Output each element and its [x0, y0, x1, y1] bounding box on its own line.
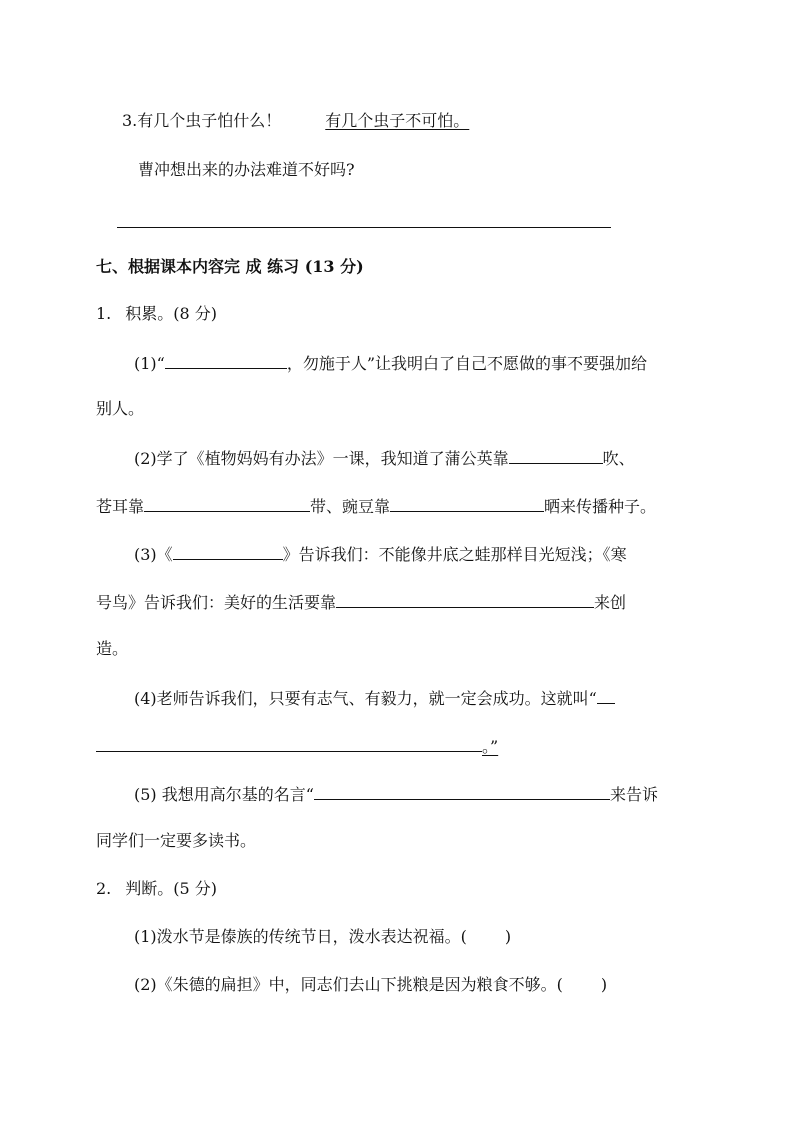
item-3-line-1: (3)《 》告诉我们：不能像井底之蛙那样目光短浅；《寒 [134, 542, 627, 566]
item-2-line-1: (2)学了《植物妈妈有办法》一课，我知道了蒲公英靠 吹、 [134, 446, 635, 470]
item-2-line-2: 苍耳靠 带、豌豆靠 晒来传播种子。 [96, 494, 656, 518]
fill-blank-4b[interactable] [96, 734, 482, 752]
part-number: 1. [96, 304, 112, 323]
part-title: 积累。(8 分) [125, 304, 218, 323]
part-2-heading [96, 878, 217, 900]
question-3b-sentence: 曹冲想出来的办法难道不好吗? [138, 160, 355, 179]
fill-blank-1[interactable] [165, 351, 287, 369]
fill-blank-2a[interactable] [509, 446, 603, 464]
judge-item-2: (2)《朱德的扁担》中，同志们去山下挑粮是因为粮食不够。( ) [134, 975, 608, 994]
fill-blank-3b[interactable] [336, 590, 594, 608]
part-number: 2. [96, 879, 112, 898]
fill-blank-3a[interactable] [173, 542, 283, 560]
fill-blank-2c[interactable] [390, 494, 544, 512]
item-5-line-2: 同学们一定要多读书。 [96, 831, 257, 850]
item-3-line-2: 号鸟》告诉我们：美好的生活要靠 来创 [96, 590, 626, 614]
item-1-line-2: 别人。 [96, 399, 145, 418]
item-5-line-1: (5) 我想用高尔基的名言“ 来告诉 [134, 782, 658, 806]
judge-item-1: (1)泼水节是傣族的传统节日，泼水表达祝福。( ) [134, 927, 512, 946]
section-7-title: 七、根据课本内容完 成 练习 (13 分) [96, 257, 364, 276]
fill-blank-4a[interactable] [597, 686, 615, 704]
question-3-line [122, 110, 469, 132]
item-3-line-3: 造。 [96, 639, 129, 658]
fill-blank-5[interactable] [314, 782, 610, 800]
item-4-line-2: 。” [96, 734, 498, 758]
answer-line[interactable] [117, 210, 611, 234]
part-title: 判断。(5 分) [125, 879, 218, 898]
item-4-line-1: (4)老师告诉我们，只要有志气、有毅力，就一定会成功。这就叫“ [134, 686, 615, 710]
item-1-line-1: (1)“ ，勿施于人”让我明白了自己不愿做的事不要强加给 [134, 351, 647, 375]
fill-blank-2b[interactable] [144, 494, 310, 512]
part-1-heading [96, 303, 217, 325]
original-sentence: 有几个虫子怕什么！ [137, 111, 282, 130]
question-number: 3. [122, 111, 138, 130]
rewritten-sentence: 有几个虫子不可怕。 [325, 111, 470, 130]
